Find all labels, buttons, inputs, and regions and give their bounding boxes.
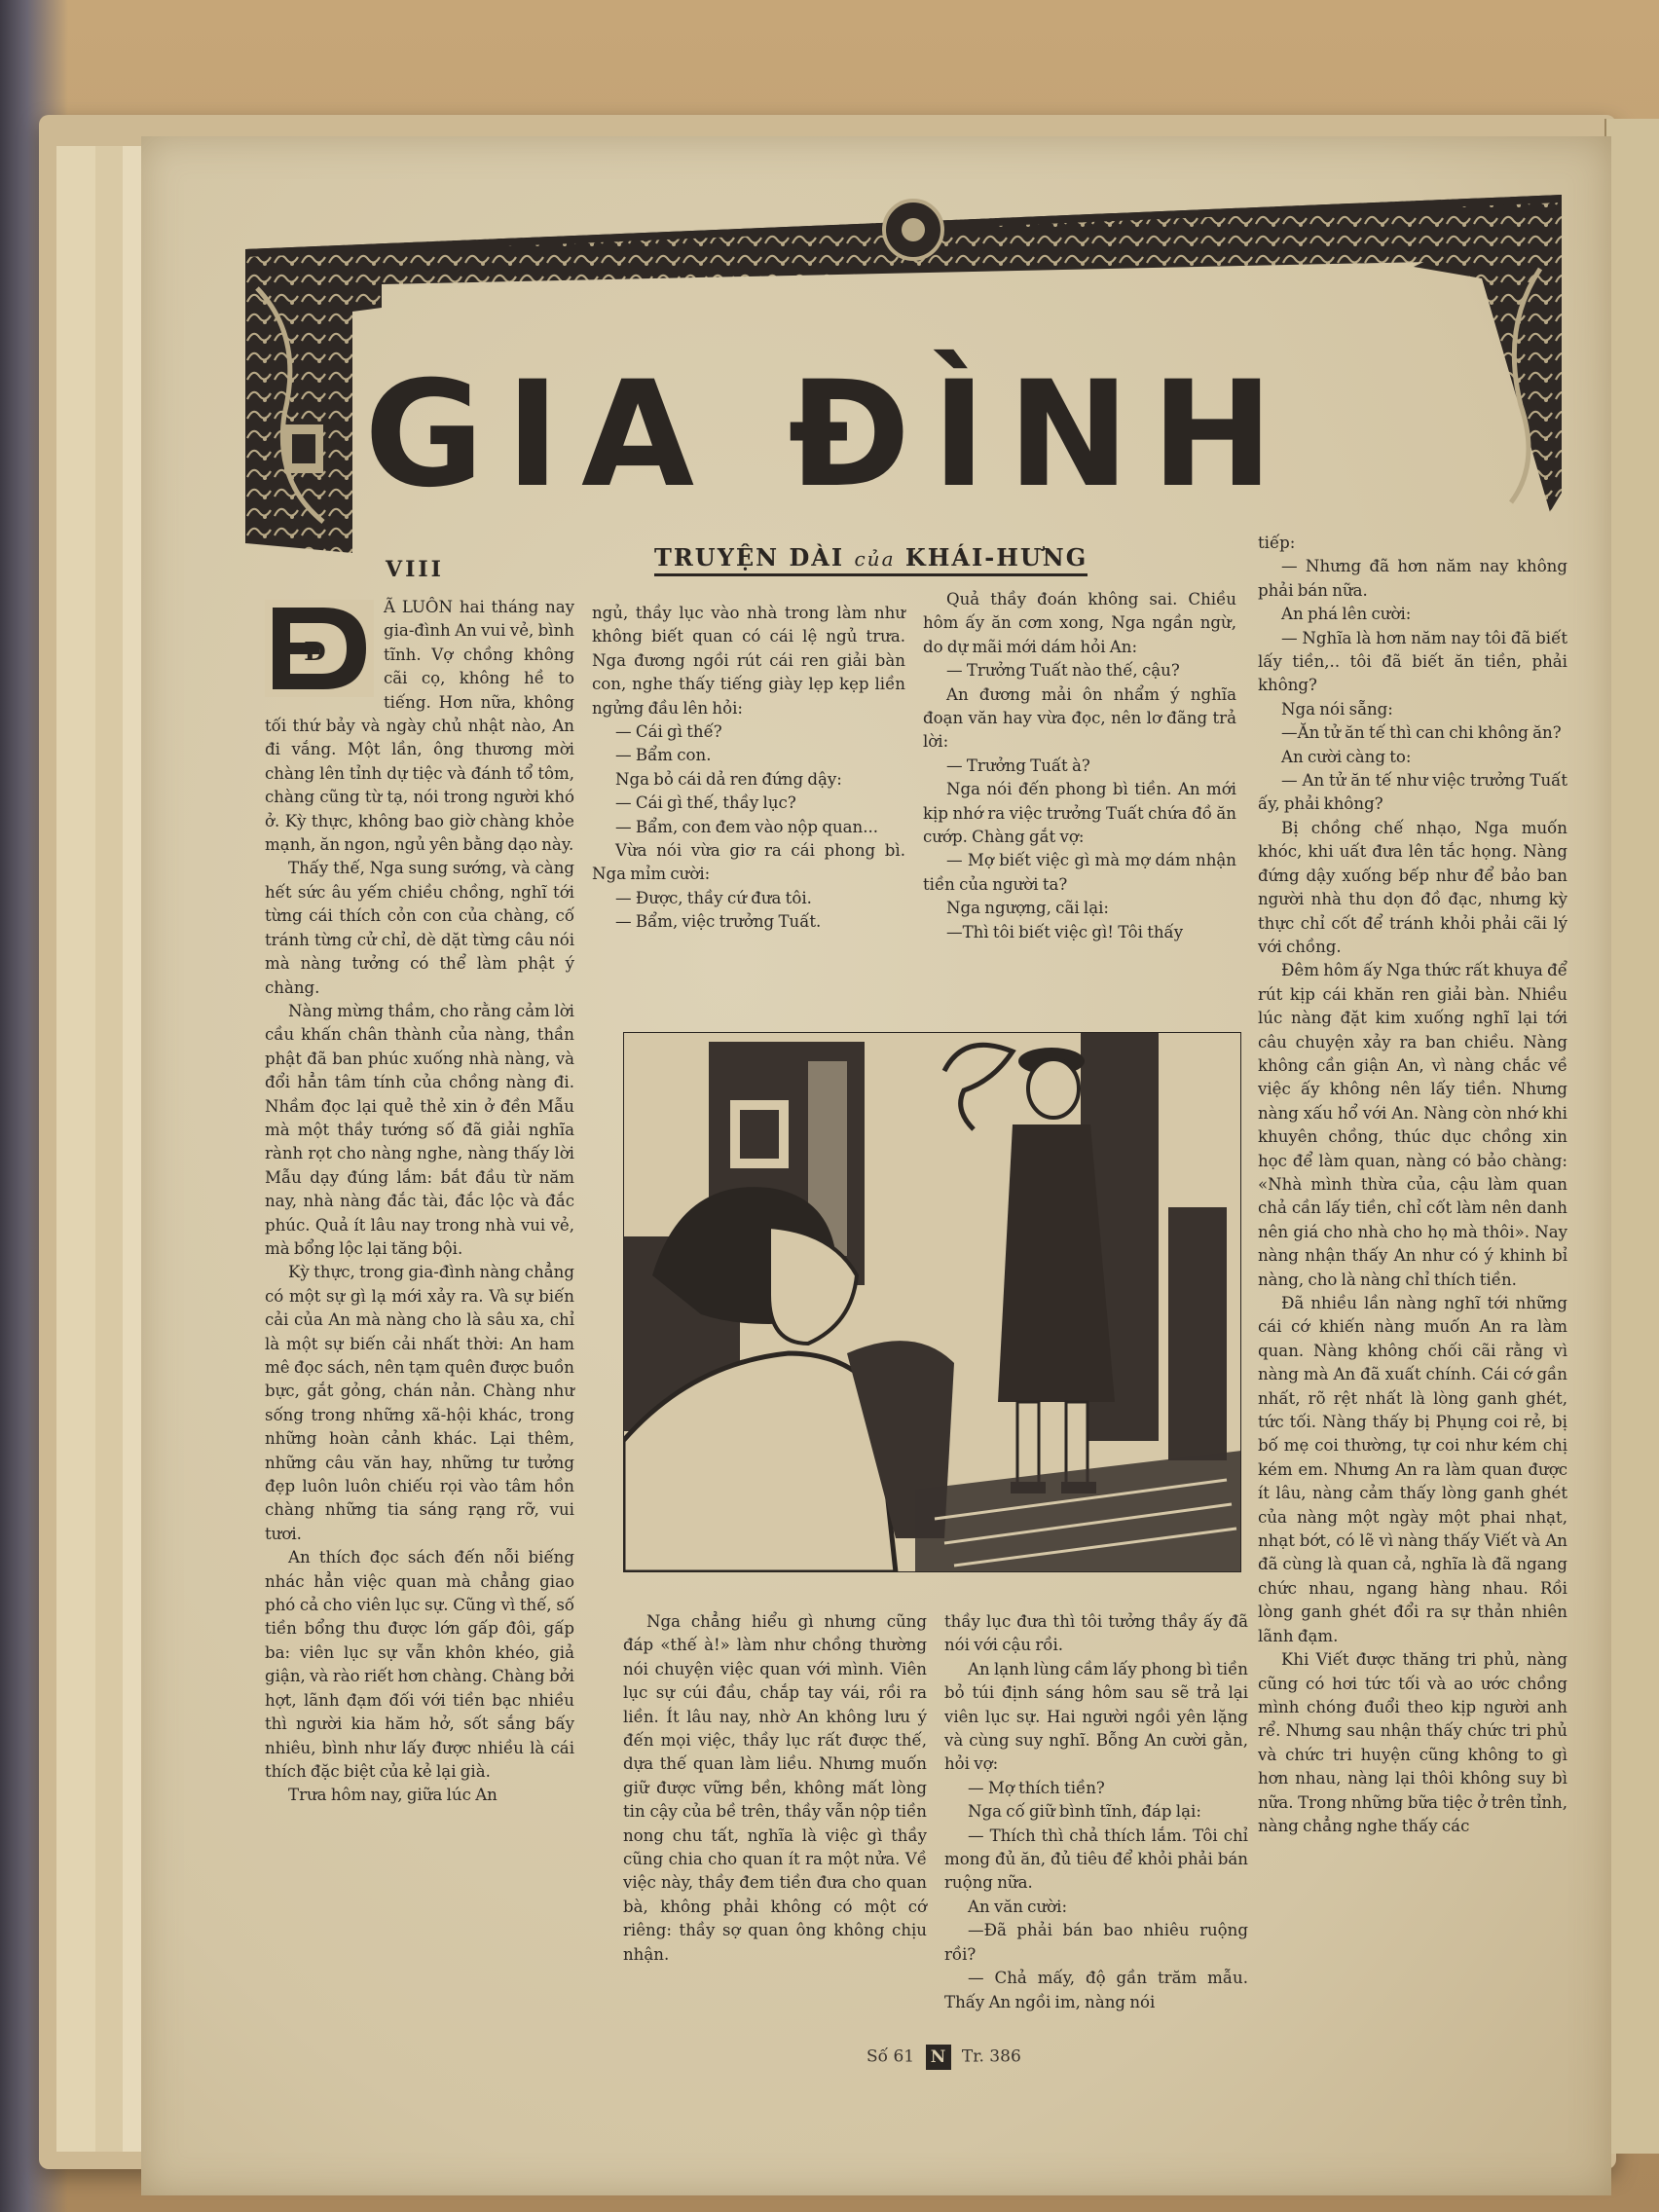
dialogue-line: — Bẩm, việc trưởng Tuất. (615, 912, 822, 932)
paragraph: An đương mải ôn nhẩm ý nghĩa đoạn văn hay vừa đọc, nên lơ đãng trả lời: (923, 684, 1236, 752)
text-column-2 (592, 602, 905, 935)
magazine-title: GIA ĐÌNH (364, 350, 1295, 520)
dialogue-line: — Chả mấy, độ gần trăm mẫu. Thấy An ngồi im, nàng nói (944, 1969, 1248, 2011)
paragraph: Nga nói đến phong bì tiền. An mới kịp nhớ ra việc trưởng Tuất chứa đồ ăn cướp. Chàng gắt vợ: (923, 780, 1236, 847)
text-column-1 (265, 596, 574, 1808)
dialogue-line: — Trưởng Tuất à? (946, 756, 1090, 775)
paragraph: Bị chồng chế nhạo, Nga muốn khóc, khi uất đưa lên tắc họng. Nàng đứng dậy xuống bếp như để bảo ban người nhà thu dọn đồ đạc, nhưng kỳ thực chỉ cốt để tránh khỏi phải cãi lý với chồng. (1258, 818, 1567, 956)
dialogue-line: — Bẩm con. (615, 746, 712, 765)
dialogue-line: — Trưởng Tuất nào thế, cậu? (946, 661, 1180, 681)
paragraph: Vừa nói vừa giơ ra cái phong bì. Nga mỉm cười: (592, 841, 905, 884)
paragraph: thầy lục đưa thì tôi tưởng thầy ấy đã nói với cậu rồi. (944, 1612, 1248, 1655)
dialogue-line: — Bẩm, con đem vào nộp quan... (615, 817, 879, 836)
paragraph: Quả thầy đoán không sai. Chiều hôm ấy ăn cơm xong, Nga ngần ngừ, do dự mãi mới dám hỏi An: (923, 590, 1236, 656)
paragraph: Đã nhiều lần nàng nghĩ tới những cái cớ khiến nàng muốn An ra làm quan. Nàng không chối cãi rằng vì nàng mà An đã xuất chính. Cái cớ gần nhất, rõ rệt nhất là lòng ganh ghét, tức tối. Nàng thấy bị Phụng coi rẻ, bị bố mẹ coi thường, tự coi như kém chị kém em. Nhưng An ra làm quan được ít lâu, nàng cảm thấy lòng ganh ghét của nàng một ngày một phai nhạt, nhạt bớt, có lẽ vì nàng thấy Viết và An đã cùng là quan cả, nghĩa là đã ngang chức nhau, ngang hàng nhau. Rồi lòng ganh ghét đổi ra sự thản nhiên lãnh đạm. (1258, 1294, 1567, 1645)
dialogue-line: — Được, thầy cứ đưa tôi. (615, 888, 812, 907)
woodcut-illustration (623, 1032, 1241, 1572)
paragraph: Đêm hôm ấy Nga thức rất khuya để rút kịp cái khăn ren giải bàn. Nhiều lúc nàng đặt kim xuống nghĩ lại tới câu chuyện xảy ra ban chiều. Nàng không cần giận An, vì nàng chắc về việc ấy không nên lấy tiền. Nhưng nàng xấu hổ với An. Nàng còn nhớ khi khuyên chồng, thúc dục chồng xin học để làm quan, nàng có bảo chàng: «Nhà mình thừa của, cậu làm quan chả cần lấy tiền, chỉ cốt làm nên danh nên giá cho nhà cho họ mà thôi». Nay nàng nhận thấy An như có ý khinh bỉ nàng, cho là nàng chỉ thích tiền. (1258, 961, 1567, 1289)
chapter-number: VIII (386, 557, 444, 582)
paragraph: Nga bỏ cái dả ren đứng dậy: (615, 769, 842, 789)
paragraph: Nàng mừng thầm, cho rằng cảm lời cầu khấn chân thành của nàng, thần phật đã ban phúc xuống nhà nàng, và đổi hẳn tâm tính của chồng nàng đi. Nhầm đọc lại quẻ thẻ xin ở đền Mẫu mà một thầy tướng số đã giải nghĩa rành rọt cho nàng nghe, nàng thấy lời Mẫu dạy đúng lắm: bắt đầu từ năm nay, nhà nàng đắc tài, đắc lộc và đắc phúc. Quả ít lâu nay trong nhà vui vẻ, mà bổng lộc lại tăng bội. (265, 1001, 574, 1258)
paragraph: Nga nói sẵng: (1281, 699, 1393, 719)
paragraph: Nga chẳng hiểu gì nhưng cũng đáp «thế à!» làm như chồng thường nói chuyện việc quan với mình. Viên lục sự cúi đầu, chắp tay vái, rồi ra liền. Ít lâu nay, nhờ An không lưu ý đến mọi việc, thầy lục rất được thế, dựa thế quan làm liều. Nhưng muốn giữ được vững bền, không mất lòng tin cậy của bề trên, thầy vẫn nộp tiền nong chu tất, nghĩa là việc gì thầy cũng chia cho quan ít ra một nửa. Về việc này, thầy đem tiền đưa cho quan bà, không phải không có một cớ riêng: thầy sợ quan ông không chịu nhận. (623, 1612, 927, 1964)
byline-of: của (854, 547, 896, 571)
paragraph: An cười càng to: (1281, 747, 1412, 766)
dialogue-line: —Đã phải bán bao nhiêu ruộng rồi? (944, 1921, 1248, 1964)
text-column-4 (1258, 532, 1567, 1838)
dropcap-ornament (265, 600, 374, 697)
dialogue-line: — Mợ thích tiền? (968, 1778, 1105, 1797)
text-column-2-bottom (623, 1610, 927, 1967)
dialogue-line: — Cái gì thế? (615, 722, 722, 742)
paragraph: An văn cười: (968, 1897, 1068, 1916)
paragraph: Kỳ thực, trong gia-đình nàng chẳng có một sự gì lạ mới xảy ra. Và sự biến cải của An mà nàng cho là sâu xa, chỉ là một sự biến cải nhất thời: An ham mê đọc sách, nên tạm quên được buồn bực, gắt gỏng, chán nản. Chàng như sống trong những xã-hội khác, trong những hoàn cảnh khác. Lại thêm, những câu văn hay, những tư tưởng đẹp luôn luôn chiếu rọi vào tâm hồn chàng những tia sáng rạng rỡ, vui tươi. (265, 1263, 574, 1543)
paragraph: An phá lên cười: (1281, 605, 1412, 624)
paragraph: Khi Viết được thăng tri phủ, nàng cũng có hơi tức tối và ao ước chồng mình chóng đuổi theo kịp người anh rể. Nhưng sau nhận thấy chức tri phủ và chức tri huyện cũng không to gì hơn nhau, nàng lại thôi không suy bì nữa. Trong những bữa tiệc ở trên tỉnh, nàng chẳng nghe thấy các (1258, 1650, 1567, 1835)
text-column-3-bottom (944, 1610, 1248, 2014)
paragraph: Thấy thế, Nga sung sướng, và càng hết sức âu yếm chiều chồng, nghĩ tới từng cái thích cỏn con của chàng, cố tránh từng cử chỉ, dè dặt từng câu nói mà nàng tưởng có thể làm phật ý chàng. (265, 859, 574, 997)
paragraph: tiếp: (1258, 534, 1296, 552)
dialogue-line: — Nhưng đã hơn năm nay không phải bán nữa. (1258, 557, 1567, 600)
dialogue-line: —Ăn tử ăn tế thì can chi không ăn? (1281, 723, 1562, 743)
paragraph: Nga ngượng, cãi lại: (946, 899, 1110, 918)
text-column-3 (923, 588, 1236, 944)
byline-author: KHÁI-HƯNG (904, 543, 1088, 571)
dialogue-line: — Thích thì chả thích lắm. Tôi chỉ mong đủ ăn, đủ tiêu để khỏi phải bán ruộng nữa. (944, 1825, 1248, 1893)
magazine-logo: N (926, 2045, 951, 2070)
dialogue-line: — Cái gì thế, thầy lục? (615, 793, 796, 813)
paragraph: An lạnh lùng cầm lấy phong bì tiền bỏ túi định sáng hôm sau sẽ trả lại viên lục sự. Hai người ngồi yên lặng và cùng suy nghĩ. Bỗng An cười gằn, hỏi vợ: (944, 1659, 1248, 1774)
paragraph: An thích đọc sách đến nỗi biếng nhác hẳn việc quan mà chẳng giao phó cả cho viên lục sự. Cũng vì thế, số tiền bổng thu được lớn gấp đôi, gấp ba: viên lục sự vẫn khôn khéo, giả giận, và rào riết hơn chàng. Chàng bởi hợt, lãnh đạm đối với tiền bạc nhiều thì người kia hăm hở, sốt sắng bấy nhiêu, bình như lấy được nhiều là cái thích đặc biệt của kẻ lại già. (265, 1548, 574, 1781)
dialogue-line: — Mợ biết việc gì mà mợ dám nhận tiền của người ta? (923, 851, 1236, 894)
byline (654, 543, 1088, 576)
byline-prefix: TRUYỆN DÀI (654, 543, 845, 571)
paragraph: Ã LUÔN hai tháng nay gia-đình An vui vẻ, bình tĩnh. Vợ chồng không cãi cọ, không hề to tiếng. Hơn nữa, không tối thứ bảy và ngày chủ nhật nào, An đi vắng. Một lần, ông thương mời chàng lên tỉnh dự tiệc và đánh tổ tôm, chàng cũng từ tạ, nói trong người khó ở. Kỳ thực, không bao giờ chàng khỏe mạnh, ăn ngon, ngủ yên bằng dạo này. (265, 598, 574, 855)
issue-number: Số 61 (866, 2046, 915, 2067)
dialogue-line: — Nghĩa là hơn năm nay tôi đã biết lấy tiền,.. tôi đã biết ăn tiền, phải không? (1258, 628, 1567, 695)
paragraph: Trưa hôm nay, giữa lúc An (288, 1786, 498, 1805)
dialogue-line: —Thì tôi biết việc gì! Tôi thấy (946, 922, 1184, 941)
dialogue-line: — An tử ăn tế như việc trưởng Tuất ấy, phải không? (1258, 771, 1567, 814)
paragraph: Nga cố giữ bình tĩnh, đáp lại: (968, 1802, 1201, 1822)
page-footer (866, 2045, 1021, 2070)
page-number: Tr. 386 (961, 2046, 1021, 2067)
paragraph: ngủ, thầy lục vào nhà trong làm như không biết quan có cái lệ ngủ trưa. Nga đương ngồi rút cái ren giải bàn con, nghe thấy tiếng giày lẹp kẹp liền ngửng đầu lên hỏi: (592, 604, 905, 718)
dropcap-letter: Đ (304, 638, 326, 667)
